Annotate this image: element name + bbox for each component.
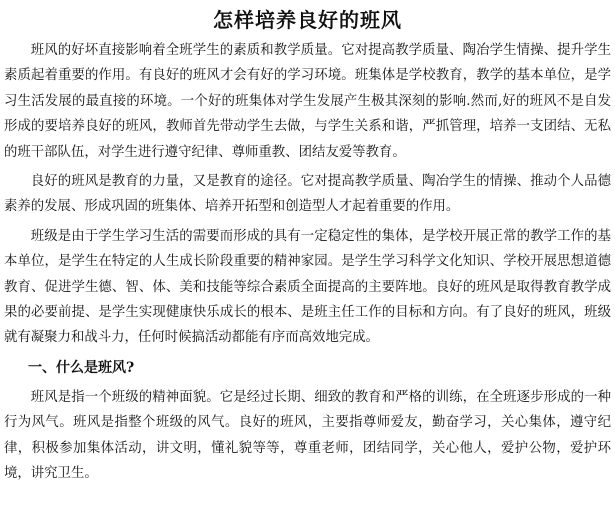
paragraph-what-is-class-spirit: 班风是指一个班级的精神面貌。它是经过长期、细致的教育和严格的训练，在全班逐步形成的一种行为风气。班风是指整个班级的风气。良好的班风，主要指尊师爱友，勤奋学习，关心集体，遵守纪律，积极参加集体活动，讲文明，懂礼貌等等，尊重老师，团结同学，关心他人，爱护公物，爱护环境，讲究卫生。 bbox=[4, 389, 611, 482]
section-heading: 一、什么是班风? bbox=[28, 359, 135, 376]
document-title: 怎样培养良好的班风 bbox=[213, 8, 402, 32]
paragraph-power-of-education: 良好的班风是教育的力量，又是教育的途径。它对提高教学质量、陶冶学生的情操、推动个人品德素养的发展、形成巩固的班集体、培养开拓型和创造型人才起着重要的作用。 bbox=[4, 174, 611, 215]
paragraph-intro: 班风的好坏直接影响着全班学生的素质和教学质量。它对提高教学质量、陶冶学生情操、提升学生素质起着重要的作用。有良好的班风才会有好的学习环境。班集体是学校教育，教学的基本单位，是学习生活发展的最直接的环境。一个好的班集体对学生发展产生极其深刻的影响.然而,好的班风不是自发形成的要培养良好的班风，教师首先带动学生去做，与学生关系和谐，严抓管理，培养一支团结、无私的班干部队伍，对学生进行遵守纪律、尊师重教、团结友爱等教育。 bbox=[4, 43, 611, 160]
paragraph-class-collective: 班级是由于学生学习生活的需要而形成的具有一定稳定性的集体，是学校开展正常的教学工作的基本单位，是学生在特定的人生成长阶段重要的精神家园。是学生学习科学文化知识、学校开展思想道德教育、促进学生德、智、体、美和技能等综合素质全面提高的主要阵地。良好的班风是取得教育教学成果的必要前提、是学生实现健康快乐成长的根本、是班主任工作的目标和方向。有了良好的班风，班级就有凝聚力和战斗力，任何时候搞活动都能有序而高效地完成。 bbox=[4, 228, 611, 346]
